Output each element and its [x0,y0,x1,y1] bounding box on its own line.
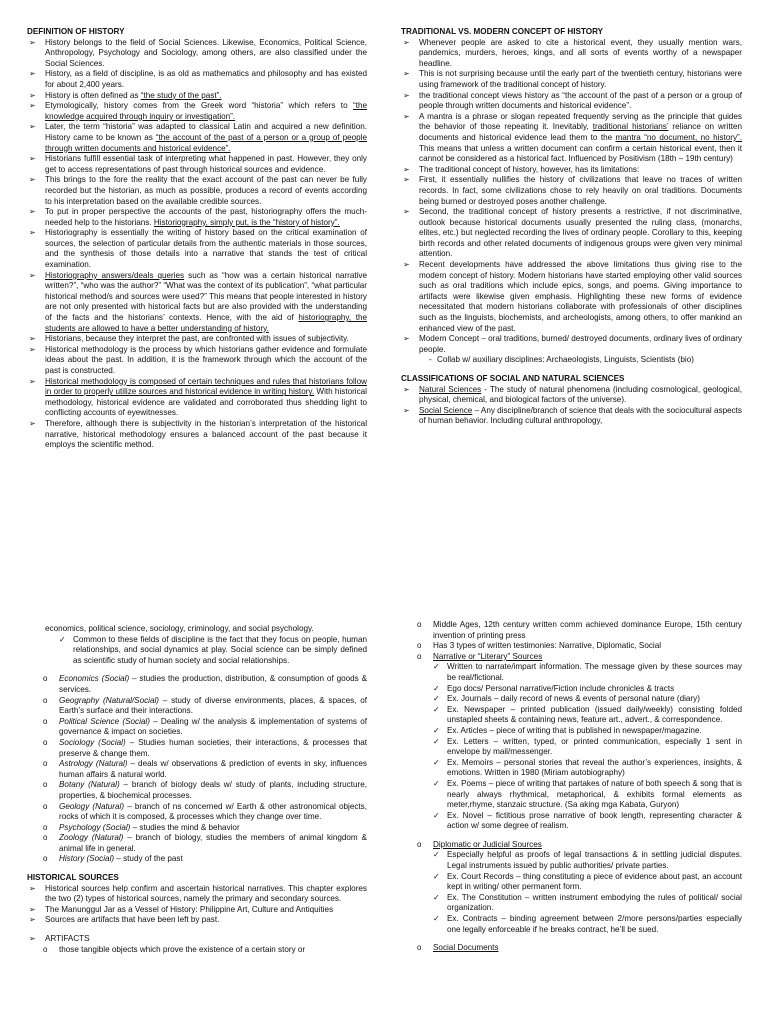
arrow-bullet-icon: ➢ [403,260,410,270]
arrow-bullet-icon: ➢ [29,90,36,100]
check-bullet-icon: ✓ [433,892,440,902]
circle-bullet-icon: o [43,854,48,864]
list-item: ➢ Therefore, although there is subjectivity in the historian’s interpretation of the historical narrative, historical methodology ensures a balanced account of the past because it employs the scientific method. [29,418,367,450]
arrow-bullet-icon: ➢ [403,69,410,79]
circle-bullet-icon: o [417,641,422,651]
circle-bullet-icon: o [43,695,48,705]
circle-bullet-icon: o [43,674,48,684]
section-heading: CLASSIFICATIONS OF SOCIAL AND NATURAL SCIENCES [401,374,625,383]
list-item: - Collab w/ auxiliary disciplines: Archaeologists, Linguists, Scientists (bio) [429,355,694,365]
list-item: ➢ the traditional concept views history as “the account of the past of a person or a group of people through written documents and historical evidence”. [403,90,742,111]
list-item: o those tangible objects which prove the existence of a certain story or [43,944,306,954]
list-item: ➢ Whenever people are asked to cite a historical event, they usually mention wars, pandemics, murders, heroes, kings, and all sorts of events worthy of a newspaper headline. [403,37,742,68]
arrow-bullet-icon: ➢ [29,344,36,354]
arrow-bullet-icon: ➢ [29,904,36,914]
list-item: ➢ Etymologically, history comes from the Greek word “historia” which refers to “the knowledge acquired through inquiry or investigation”. [29,101,367,121]
circle-bullet-icon: o [43,716,48,726]
list-item: ✓ Ego docs/ Personal narrative/Fiction include chronicles & tracts [433,683,675,693]
column-written-sources [401,620,742,954]
arrow-bullet-icon: ➢ [29,934,36,944]
list-item: ➢ Social Science – Any discipline/branch of science that deals with the sociocultural aspects of human behavior. Including cultural anthropology, [403,405,742,426]
list-item: o Geology (Natural) – branch of ns concerned w/ Earth & other astronomical objects, rocks of which it is composed, & processes which they change over time. [43,801,367,822]
list-item: ✓ Ex. Court Records – thing constituting a piece of evidence about past, an account kept in writing/ other permanent form. [433,871,742,892]
list-item: ✓ Ex. Contracts – binding agreement between 2/more persons/parties especially one legally enforceable if he breaks contract, he’ll be sued. [433,914,742,934]
list-item: ➢ This brings to the fore the reality that the exact account of the past can never be fully recorded but the historian, as much as possible, produces a record of events according to his interpretation based on the available credible sources. [29,175,367,206]
circle-bullet-icon: o [417,943,422,953]
arrow-bullet-icon: ➢ [29,228,36,238]
list-item: ✓ Ex. Memoirs – personal stories that reveal the author’s experiences, insights, & emotions. Written in 1980 (Miriam autobiography) [433,757,742,778]
list-item: ✓ Common to these fields of discipline is the fact that they focus on people, human relationships, and social dynamics at play. Social science can be simply defined as scientific study of human society and social relationships. [59,634,367,665]
check-bullet-icon: ✓ [433,871,440,881]
list-item: ➢ Historical sources help confirm and ascertain historical narratives. This chapter explores the two (2) types of historical sources, namely the primary and secondary sources. [29,883,367,904]
arrow-bullet-icon: ➢ [29,883,36,893]
list-item: o Geography (Natural/Social) – study of diverse environments, places, & spaces, of Earth’s surface and their interactions. [43,695,367,716]
list-item: o Middle Ages, 12th century written comm achieved dominance Europe, 15th century invention of printing press [417,620,742,640]
circle-bullet-icon: o [417,651,422,661]
list-item: ➢ Historians fulfill essential task of interpreting what happened in past. However, they only get to access representations of past through historical sources and evidence. [29,154,367,174]
circle-bullet-icon: o [43,822,48,832]
list-item: ➢ This is not surprising because until the early part of the twentieth century, historians were using framework of the traditional concept of history. [403,69,742,89]
list-item: o Sociology (Social) – Studies human societies, their interactions, & processes that preserve & change them. [43,737,367,758]
list-item: ➢ ARTIFACTS [29,934,90,944]
list-item: ➢ Historical methodology is composed of certain techniques and rules that historians follow in order to properly utilize sources and historical evidence in writing history. With historical methodology, historical evidence are validated and corroborated thus shedding light to conflicting accounts of eyewitnesses. [29,376,367,418]
list-item: o Social Documents [417,943,499,953]
arrow-bullet-icon: ➢ [29,207,36,217]
arrow-bullet-icon: ➢ [29,270,36,280]
list-item: ✓ Ex. Newspaper – printed publication (issued daily/weekly) consisting folded unstapled sheets & containing news, feature art., advert., & correspondence. [433,704,742,725]
list-item: ➢ Sources are artifacts that have been left by past. [29,915,220,925]
circle-bullet-icon: o [43,737,48,747]
list-item: ➢ The Manunggul Jar as a Vessel of History: Philippine Art, Culture and Antiquities [29,904,334,914]
arrow-bullet-icon: ➢ [29,69,36,79]
list-item: o Narrative or “Literary” Sources [417,651,543,661]
arrow-bullet-icon: ➢ [29,376,36,386]
list-item: o History (Social) – study of the past [43,854,183,864]
list-item: o Economics (Social) – studies the production, distribution, & consumption of goods & services. [43,674,367,694]
arrow-bullet-icon: ➢ [403,334,410,344]
list-item: ✓ Written to narrate/impart information. The message given by these sources may be real/fictional. [433,662,742,682]
list-item: ➢ Historians, because they interpret the past, are confronted with issues of subjectivity. [29,334,349,344]
check-bullet-icon: ✓ [433,850,440,860]
list-item: o Botany (Natural) – branch of biology deals w/ study of plants, including structure, properties, & biochemical processes. [43,780,367,800]
circle-bullet-icon: o [43,833,48,843]
list-item: ➢ History belongs to the field of Social Sciences. Likewise, Economics, Political Science, Anthropology, Psychology and Sociology, among others, are also classified under the Social Sciences. [29,37,367,68]
check-bullet-icon: ✓ [433,694,440,704]
circle-bullet-icon: o [43,780,48,790]
list-item: ➢ Later, the term “historia” was adapted to classical Latin and acquired a new definition. History came to be known as “the account of the past of a person or a group of people through written documents and historical evidence”. [29,122,367,153]
column-definition-of-history [27,27,367,451]
arrow-bullet-icon: ➢ [403,164,410,174]
arrow-bullet-icon: ➢ [403,384,410,394]
list-item: ✓ Ex. Novel – fictitious prose narrative of book length, representing character & action w/ some degree of realism. [433,810,742,831]
list-item: ➢ Recent developments have addressed the above limitations thus giving rise to the modern concept of history. Modern historians have started employing other valid sources such as oral traditions which include epics, songs, and poems. Giving importance to artifacts were likewise given emphasis. Highlighting these new forms of evidence necessitated that modern historians collaborate with professionals of other disciplines such as the linguists, biochemists, and archeologists, among others, to offer mankind an enhanced view of the past. [403,260,742,333]
circle-bullet-icon: o [43,944,48,954]
list-item: ✓ Ex. Poems – piece of writing that partakes of nature of both speech & song that is nearly always rhythmical, metaphorical, & exhibits formal elements as meter,rhyme, stanzaic structure. (Sa aking mga Kabata, Guryon) [433,778,742,810]
arrow-bullet-icon: ➢ [29,101,36,111]
paragraph: economics, political science, sociology, criminology, and social psychology. [45,624,314,633]
circle-bullet-icon: o [43,801,48,811]
list-item: ✓ Especially helpful as proofs of legal transactions & in settling judicial disputes. Legal instruments issued by public authorities/ private parties. [433,850,742,871]
arrow-bullet-icon: ➢ [403,405,410,415]
arrow-bullet-icon: ➢ [29,334,36,344]
arrow-bullet-icon: ➢ [29,122,36,132]
list-item: o Astrology (Natural) – deals w/ observations & prediction of events in sky, influences human affairs & natural world. [43,759,367,779]
section-heading: HISTORICAL SOURCES [27,873,119,883]
check-bullet-icon: ✓ [433,914,440,924]
list-item: o Has 3 types of written testimonies: Narrative, Diplomatic, Social [417,641,662,651]
check-bullet-icon: ✓ [433,704,440,714]
list-item: ➢ Historical methodology is the process by which historians gather evidence and formulate ideas about the past. In addition, it is the framework through which the account of the past is constructed. [29,344,367,375]
dash-bullet-icon: - [429,355,432,365]
list-item: ➢ History, as a field of discipline, is as old as mathematics and philosophy and has existed for about 2,400 years. [29,69,367,89]
arrow-bullet-icon: ➢ [403,111,410,121]
list-item: ➢ Modern Concept – oral traditions, burned/ destroyed documents, ordinary lives of ordinary people. [403,334,742,354]
check-bullet-icon: ✓ [433,683,440,693]
arrow-bullet-icon: ➢ [29,418,36,428]
list-item: o Psychology (Social) – studies the mind & behavior [43,822,240,832]
list-item: o Zoology (Natural) – branch of biology, studies the members of animal kingdom & animal life in general. [43,833,367,853]
arrow-bullet-icon: ➢ [29,154,36,164]
list-item: ➢ A mantra is a phrase or slogan repeated frequently serving as the principle that guides the behavior of those repeating it. Inevitably, traditional historians’ reliance on written documents and historical evidence lead them to the mantra “no document, no history”. This means that unless a written document can confirm a certain historical event, then it cannot be considered as a historical fact. Influenced by Positivism (18th – 19th century) [403,111,742,164]
arrow-bullet-icon: ➢ [29,175,36,185]
list-item: ➢ History is often defined as “the study of the past”. [29,90,222,100]
arrow-bullet-icon: ➢ [29,915,36,925]
list-item: ➢ Natural Sciences - The study of natural phenomena (including cosmological, geological, physical, chemical, and biological factors of the universe). [403,384,743,405]
column-traditional-vs-modern [401,27,742,427]
list-item: ➢ To put in proper perspective the accounts of the past, historiography offers the much-needed help to the historians. Historiography, simply put, is the “history of history”. [29,207,367,227]
list-item: o Diplomatic or Judicial Sources [417,839,542,849]
circle-bullet-icon: o [417,839,422,849]
list-item: ✓ Ex. Journals – daily record of news & events of personal nature (diary) [433,694,700,704]
check-bullet-icon: ✓ [433,810,440,820]
check-bullet-icon: ✓ [59,634,66,644]
check-bullet-icon: ✓ [433,736,440,746]
list-item: ✓ Ex. The Constitution – written instrument embodying the rules of political/ social organization. [433,892,742,913]
list-item: ➢ Historiography is essentially the writing of history based on the critical examination of sources, the selection of particular details from the authentic materials in those sources, and the synthesis of those details into a narrative that stands the test of critical examination. [29,228,367,270]
list-item: ➢ Historiography answers/deals queries such as “how was a certain historical narrative written?”, “who was the author?” “What was the context of its publication”, “what particular historical method/s and sources were used?” This means that people interested in history are not only presented with historical facts but are also provided with the understanding of the facts and the historians’ contexts. Hence, with the aid of historiography, the students are allowed to have a better understanding of history. [29,270,367,333]
check-bullet-icon: ✓ [433,757,440,767]
circle-bullet-icon: o [417,620,422,629]
list-item: ✓ Ex. Articles – piece of writing that is published in newspaper/magazine. [433,725,702,735]
arrow-bullet-icon: ➢ [403,90,410,100]
section-heading: DEFINITION OF HISTORY [27,27,125,36]
arrow-bullet-icon: ➢ [403,207,410,217]
list-item: ✓ Ex. Letters – written, typed, or printed communication, especially 1 sent in envelope by mail/messenger. [433,736,742,757]
column-sciences-and-sources [27,624,367,955]
check-bullet-icon: ✓ [433,725,440,735]
list-item: ➢ First, it essentially nullifies the history of civilizations that leave no traces of written records. In fact, some civilizations chose to rely heavily on oral traditions. Documents being burned or destroyed poses another challenge. [403,175,742,206]
list-item: o Political Science (Social) – Dealing w/ the analysis & implementation of systems of governance & impact on societies. [43,716,367,737]
list-item: ➢ The traditional concept of history, however, has its limitations: [403,164,640,174]
circle-bullet-icon: o [43,759,48,769]
section-heading: TRADITIONAL VS. MODERN CONCEPT OF HISTORY [401,27,604,36]
arrow-bullet-icon: ➢ [29,37,36,47]
arrow-bullet-icon: ➢ [403,175,410,185]
list-item: ➢ Second, the traditional concept of history presents a restrictive, if not discriminative, outlook because historical documents usually presented the ruling class, (monarchs, elites, etc.) but neglected recording the lives of ordinary people. Corollary to this, keeping birth records and other related documents of indigenous groups were given very minimal attention. [403,207,742,259]
check-bullet-icon: ✓ [433,778,440,788]
check-bullet-icon: ✓ [433,662,440,672]
arrow-bullet-icon: ➢ [403,37,410,47]
